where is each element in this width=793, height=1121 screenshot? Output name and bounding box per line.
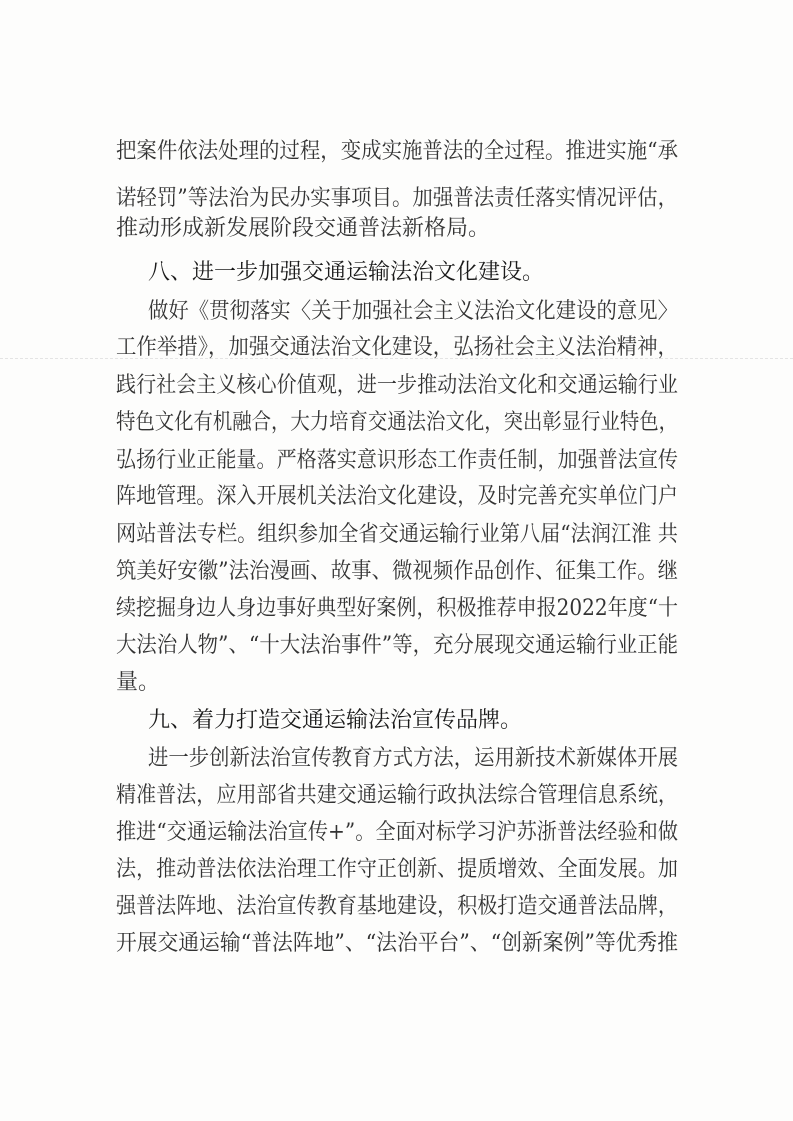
section-heading (0, 255, 793, 291)
paragraph-line (0, 211, 793, 247)
paragraph-line (0, 889, 793, 925)
paragraph-line (0, 926, 793, 962)
paragraph-line (0, 517, 793, 553)
paragraph-line (0, 778, 793, 814)
line-text: 阵地管理。深入开展机关法治文化建设，及时完善充实单位门户 (116, 484, 678, 509)
line-text: 特色文化有机融合，大力培育交通法治文化，突出彰显行业特色， (116, 410, 678, 435)
section-heading (0, 703, 793, 739)
paragraph-line (0, 368, 793, 404)
paragraph-line (0, 741, 793, 777)
line-text: 量。 (116, 670, 161, 695)
paragraph-line (0, 330, 793, 366)
line-text: 弘扬行业正能量。严格落实意识形态工作责任制，加强普法宣传 (116, 448, 678, 473)
line-text: 诺轻罚”等法治为民办实事项目。加强普法责任落实情况评估， (116, 186, 678, 211)
line-text: 大法治人物”、“十大法治事件”等，充分展现交通运输行业正能 (116, 633, 678, 658)
line-text: 做好《贯彻落实〈关于加强社会主义法治文化建设的意见〉 (148, 299, 678, 324)
line-text: 网站普法专栏。组织参加全省交通运输行业第八届“法润江淮 共 (116, 522, 678, 547)
line-text: 精准普法，应用部省共建交通运输行政执法综合管理信息系统， (116, 783, 678, 808)
line-text: 开展交通运输“普法阵地”、“法治平台”、“创新案例”等优秀推 (116, 931, 678, 956)
paragraph-line (0, 554, 793, 590)
paragraph-line (0, 134, 793, 170)
paragraph-line (0, 628, 793, 664)
paragraph-line (0, 405, 793, 441)
line-text: 把案件依法处理的过程，变成实施普法的全过程。推进实施“承 (116, 139, 678, 164)
paragraph-line (0, 815, 793, 851)
paragraph-line (0, 852, 793, 888)
line-text: 强普法阵地、法治宣传教育基地建设，积极打造交通普法品牌， (116, 894, 678, 919)
heading-text: 八、进一步加强交通运输法治文化建设。 (148, 260, 545, 285)
line-text: 践行社会主义核心价值观，进一步推动法治文化和交通运输行业 (116, 373, 678, 398)
heading-text: 九、着力打造交通运输法治宣传品牌。 (148, 708, 523, 733)
line-text: 工作举措》，加强交通法治文化建设，弘扬社会主义法治精神， (116, 335, 678, 360)
paragraph-line (0, 443, 793, 479)
paragraph-line (0, 665, 793, 701)
line-text: 推进“交通运输法治宣传+”。全面对标学习沪苏浙普法经验和做 (116, 820, 678, 845)
paragraph-line (0, 591, 793, 627)
paragraph-line (0, 294, 793, 330)
line-text: 筑美好安徽”法治漫画、故事、微视频作品创作、征集工作。继 (116, 559, 678, 584)
line-text: 法，推动普法依法治理工作守正创新、提质增效、全面发展。加 (116, 857, 678, 882)
line-text: 进一步创新法治宣传教育方式方法，运用新技术新媒体开展 (148, 746, 678, 771)
line-text: 续挖掘身边人身边事好典型好案例，积极推荐申报2022年度“十 (116, 596, 678, 621)
line-text: 推动形成新发展阶段交通普法新格局。 (116, 216, 491, 241)
paragraph-line (0, 479, 793, 515)
